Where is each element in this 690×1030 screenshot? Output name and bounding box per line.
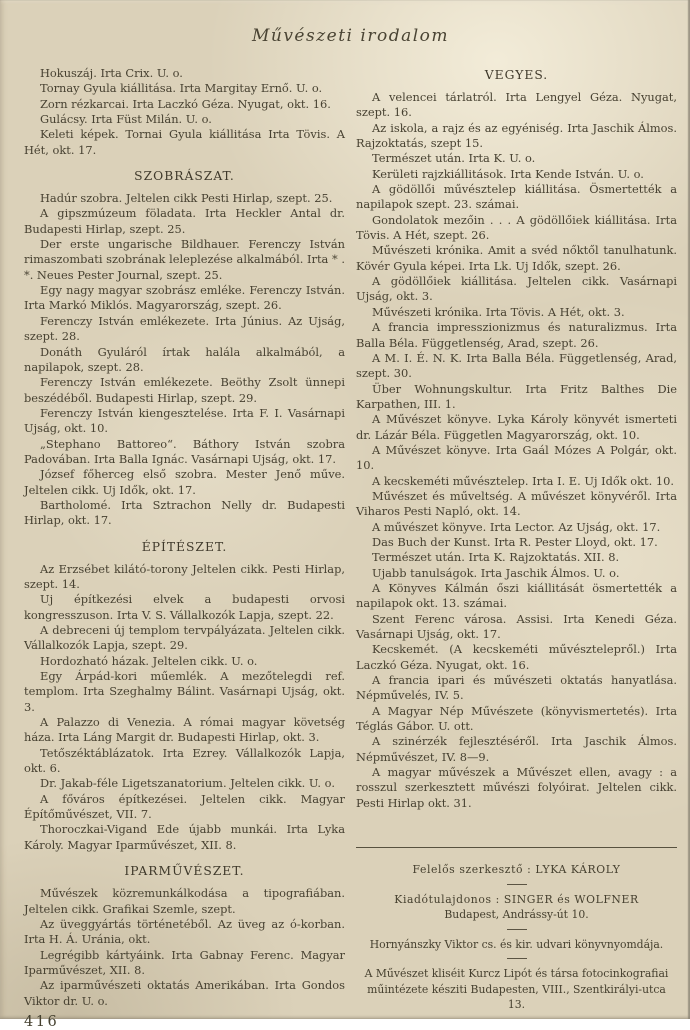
left-column [24,66,345,1030]
bib-entry: Hokuszáj. Irta Crix. U. o. [40,66,183,80]
bib-entry: Művészek közremunkálkodása a tipografiában. Jeltelen cikk. Grafikai Szemle, szept. [24,886,345,916]
bib-entry: A Könyves Kálmán őszi kiállitását ösmertették a napilapok okt. 13. számai. [356,581,677,611]
bib-entry: A Palazzo di Venezia. A római magyar követség háza. Irta Láng Margit dr. Budapesti Hirlap, okt. 3. [24,715,345,745]
bib-entry: Egy nagy magyar szobrász emléke. Ferenczy István. Irta Markó Miklós. Magyarország, szept. 26. [24,283,345,313]
bib-entry: A kecskeméti művésztelep. Irta I. E. Uj Idők okt. 10. [372,473,674,488]
section-heading-vegyes: VEGYES. [484,68,549,82]
bib-entry: Das Buch der Kunst. Irta R. Pester Lloyd, okt. 17. [372,534,658,549]
colophon-cliche-note: A Művészet kliséit Kurcz Lipót és társa fotocinkografiai műintézete késziti Budapesten, VIII., Szentkirályi-utca 13. [364,967,669,1012]
bib-entry: A gipszmúzeum föladata. Irta Heckler Antal dr. Budapesti Hirlap, szept. 25. [24,206,345,236]
bib-entry: A magyar művészek a Művészet ellen, avagy : a rosszul szerkesztett művészi folyóirat. Jeltelen cikk. Pesti Hirlap okt. 31. [356,765,677,810]
bib-entry: Tetőszéktáblázatok. Irta Ezrey. Vállalkozók Lapja, okt. 6. [24,745,345,776]
section-heading-iparmuveszet: IPARMŰVÉSZET. [124,864,245,879]
vegyes-entry-list [356,90,677,811]
bib-entry: A Művészet könyve. Lyka Károly könyvét ismerteti dr. Lázár Béla. Független Magyarország, okt. 10. [356,412,677,442]
colophon-printer-line: Hornyánszky Viktor cs. és kir. udvari könyvnyomdája. [369,937,664,951]
colophon-editor-line: Felelős szerkesztő : LYKA KÁROLY [412,863,621,877]
right-column [356,66,677,1030]
bib-entry: Keleti képek. Tornai Gyula kiállitása Irta Tövis. A Hét, okt. 17. [24,127,345,157]
bib-entry: Gulácsy. Irta Füst Milán. U. o. [40,112,212,127]
bib-entry: Művészeti krónika. Irta Tövis. A Hét, okt. 3. [372,304,625,319]
bib-entry: „Stephano Battoreo“. Báthory István szobra Padovában. Irta Balla Ignác. Vasárnapi Ujság, okt. 17. [24,436,345,466]
dash-separator [507,884,527,885]
bib-entry: Uj építkezési elvek a budapesti orvosi kongresszuson. Irta V. S. Vállalkozók Lapja, szept. 22. [24,592,345,622]
bib-entry: A Művészet könyve. Irta Gaál Mózes A Polgár, okt. 10. [356,442,677,473]
bib-entry: A Magyar Nép Művészete (könyvismertetés). Irta Téglás Gábor. U. ott. [356,703,677,734]
two-column-layout [24,66,677,1030]
colophon-address-line: Budapest, Andrássy-út 10. [444,908,589,922]
bib-entry: Thoroczkai-Vigand Ede újabb munkái. Irta Lyka Károly. Magyar Iparművészet, XII. 8. [24,822,345,852]
bib-entry: Az Erzsébet kilátó-torony Jeltelen cikk. Pesti Hirlap, szept. 14. [24,561,345,591]
bib-entry: Művészet és műveltség. A művészet könyvéről. Irta Viharos Pesti Napló, okt. 14. [356,488,677,519]
bib-entry: A szinérzék fejlesztéséről. Irta Jaschik Álmos. Népművészet, IV. 8—9. [356,734,677,764]
bib-entry: Gondolatok mezőin . . . A gödöllőiek kiállitása. Irta Tövis. A Hét, szept. 26. [356,212,677,243]
bib-entry: Bartholomé. Irta Sztrachon Nelly dr. Budapesti Hirlap, okt. 17. [24,497,345,528]
bib-entry: Der erste ungarische Bildhauer. Ferenczy István rimaszombati szobrának leleplezése alkalmából. Irta * . *. Neues Pester Journal, szept. 25. [24,237,345,282]
colophon-publisher-line: Kiadótulajdonos : SINGER és WOLFNER [394,892,639,906]
section-heading-szobraszat: SZOBRÁSZAT. [134,169,235,184]
colophon [356,847,677,1013]
dash-separator [507,929,527,930]
bib-entry: Kecskemét. (A kecskeméti művésztelepről.) Irta Laczkó Géza. Nyugat, okt. 16. [356,642,677,672]
bib-entry: Szent Ferenc városa. Assisi. Irta Kenedi Géza. Vasárnapi Ujság, okt. 17. [356,611,677,642]
bib-entry: A debreceni új templom tervpályázata. Jeltelen cikk. Vállalkozók Lapja, szept. 29. [24,623,345,653]
bib-entry: Természet után. Irta K. Rajzoktatás. XII. 8. [372,550,620,565]
bib-entry: Kerületi rajzkiállitások. Irta Kende István. U. o. [372,166,644,181]
szobraszat-entry-list [24,191,345,529]
dash-separator [507,958,527,959]
bib-entry: Zorn rézkarcai. Irta Laczkó Géza. Nyugat, okt. 16. [40,96,331,111]
bib-entry: Ferenczy István kiengesztelése. Irta F. I. Vasárnapi Ujság, okt. 10. [24,405,345,436]
bib-entry: Tornay Gyula kiállitása. Irta Margitay Ernő. U. o. [40,81,323,96]
bib-entry: A művészet könyve. Irta Lector. Az Ujság, okt. 17. [372,519,661,534]
epiteszet-entry-list [24,562,345,854]
page-title: Művészeti irodalom [251,26,450,46]
bib-entry: Az iskola, a rajz és az egyéniség. Irta Jaschik Álmos. Rajzoktatás, szept 15. [356,120,677,151]
bib-entry: Természet után. Irta K. U. o. [372,151,536,166]
continued-entry-list [24,66,345,158]
section-heading-epiteszet: ÉPÍTÉSZET. [141,539,228,554]
bib-entry: A gödöllői művésztelep kiállitása. Ösmertették a napilapok szept. 23. számai. [356,182,677,212]
bib-entry: Hadúr szobra. Jeltelen cikk Pesti Hirlap, szept. 25. [40,191,333,206]
bib-entry: Legrégibb kártyáink. Irta Gabnay Ferenc. Magyar Iparművészet, XII. 8. [24,947,345,977]
bib-entry: Ferenczy István emlékezete. Beöthy Zsolt ünnepi beszédéből. Budapesti Hirlap, szept. 29. [24,375,345,405]
bib-entry: A francia ipari és művészeti oktatás hanyatlása. Népművelés, IV. 5. [356,673,677,703]
bib-entry: Hordozható házak. Jeltelen cikk. U. o. [40,653,258,668]
page-number: 416 [24,1013,60,1030]
bib-entry: József főherceg első szobra. Mester Jenő műve. Jeltelen cikk. Uj Idők, okt. 17. [24,467,345,497]
bib-entry: Über Wohnungskultur. Irta Fritz Balthes Die Karpathen, III. 1. [356,381,677,411]
bib-entry: A gödöllőiek kiállitása. Jeltelen cikk. Vasárnapi Ujság, okt. 3. [356,274,677,304]
bib-entry: Ujabb tanulságok. Irta Jaschik Álmos. U. o. [372,565,620,580]
bib-entry: Ferenczy István emlékezete. Irta Június. Az Ujság, szept. 28. [24,313,345,344]
bib-entry: Az üveggyártás történetéből. Az üveg az ó-korban. Irta H. Á. Uránia, okt. [24,916,345,947]
bib-entry: Dr. Jakab-féle Ligetszanatorium. Jeltelen cikk. U. o. [40,776,335,791]
bib-entry: A francia impresszionizmus és naturalizmus. Irta Balla Béla. Függetlenség, Arad, szept. 26. [356,320,677,350]
bib-entry: Az iparművészeti oktatás Amerikában. Irta Gondos Viktor dr. U. o. [24,978,345,1008]
bib-entry: Művészeti krónika. Amit a svéd nőktől tanulhatunk. Kövér Gyula képei. Irta Lk. Uj Idők, szept. 26. [356,243,677,273]
bib-entry: A M. I. É. N. K. Irta Balla Béla. Függetlenség, Arad, szept. 30. [356,350,677,381]
bib-entry: Donáth Gyuláról írtak halála alkalmából, a napilapok, szept. 28. [24,344,345,374]
bib-entry: Egy Árpád-kori műemlék. A mezőtelegdi ref. templom. Irta Szeghalmy Bálint. Vasárnapi Ujság, okt. 3. [24,669,345,714]
iparmuveszet-entry-list [24,886,345,1009]
bib-entry: A velencei tárlatról. Irta Lengyel Géza. Nyugat, szept. 16. [356,90,677,120]
bib-entry: A főváros építkezései. Jeltelen cikk. Magyar Építőművészet, VII. 7. [24,791,345,822]
